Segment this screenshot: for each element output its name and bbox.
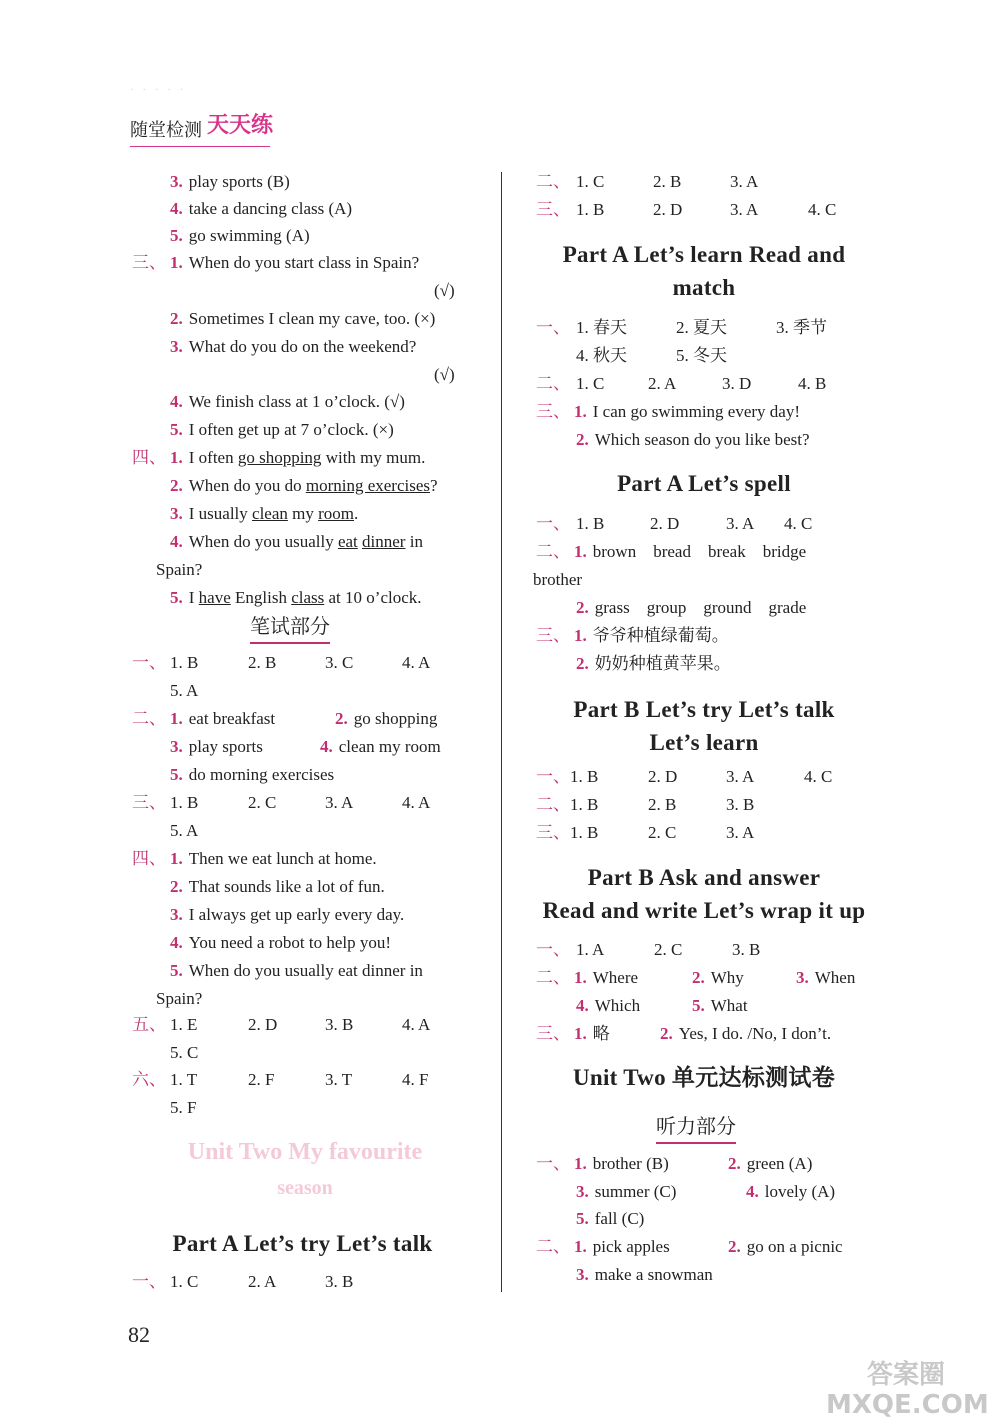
answer-line: 一、 1. brother (B)	[536, 1154, 669, 1173]
watermark: 答案圈 MXQE.COM	[826, 1360, 989, 1420]
answer-line: 一、	[536, 767, 570, 786]
section-heading: Part B Ask and answer	[587, 865, 821, 890]
answer-line: 5. I have English class at 10 o’clock.	[170, 588, 422, 607]
answer-line: 4. take a dancing class (A)	[170, 199, 353, 218]
section-heading: Part A Let’s learn Read and	[562, 242, 846, 267]
answer-item: 4. 秋天	[576, 346, 627, 365]
section-title-listening: 听力部分	[656, 1114, 736, 1144]
section-heading: Unit Two 单元达标测试卷	[572, 1065, 836, 1090]
answer-item: 1. A	[576, 940, 605, 959]
answer-item: 4. lovely (A)	[746, 1182, 836, 1201]
answer-item: 3. A	[325, 793, 354, 812]
answer-item: 3. A	[726, 767, 755, 786]
answer-item: 4. F	[402, 1070, 429, 1089]
answer-item: 3. A	[730, 200, 759, 219]
answer-item: 5. 冬天	[676, 346, 727, 365]
answer-item: 2. C	[648, 823, 677, 842]
answer-line: 一、	[132, 1272, 166, 1291]
answer-line: 5. When do you usually eat dinner in	[170, 961, 423, 980]
answer-line: 三、	[536, 200, 570, 219]
answer-line: 五、	[132, 1015, 166, 1034]
answer-line: 三、	[132, 793, 166, 812]
answer-item: 1. T	[170, 1070, 198, 1089]
answer-line: 5. I often get up at 7 o’clock. (×)	[170, 420, 394, 439]
answer-line: 2. Sometimes I clean my cave, too. (×)	[170, 309, 436, 328]
answer-line: 三、 1. When do you start class in Spain?	[132, 253, 420, 272]
answer-line: 四、 1. I often go shopping with my mum.	[132, 448, 426, 467]
answer-item: 2. F	[248, 1070, 275, 1089]
answer-item: 2. B	[248, 653, 277, 672]
answer-item: 3. D	[722, 374, 752, 393]
answer-line: 4. We finish class at 1 o’clock. (√)	[170, 392, 405, 411]
answer-item: 3. B	[325, 1272, 354, 1291]
section-heading: Part A Let’s spell	[617, 471, 791, 496]
header-rule	[130, 146, 270, 147]
answer-item: 1. B	[570, 823, 599, 842]
answer-item: 1. B	[576, 200, 605, 219]
answer-item: 5. What	[692, 996, 748, 1015]
answer-item: 3. B	[732, 940, 761, 959]
answer-line: 六、	[132, 1070, 166, 1089]
answer-item: 4. C	[804, 767, 833, 786]
answer-item: 5. A	[170, 681, 199, 700]
answer-item: 2. C	[654, 940, 683, 959]
answer-line: 一、	[536, 940, 570, 959]
answer-line: 三、 1. 爷爷种植绿葡萄。	[536, 626, 729, 645]
answer-item: 5. do morning exercises	[170, 765, 335, 784]
answer-line: brother	[533, 570, 583, 589]
answer-line: 3. What do you do on the weekend?	[170, 337, 417, 356]
answer-line: 2. That sounds like a lot of fun.	[170, 877, 385, 896]
answer-item: 2. D	[248, 1015, 278, 1034]
section-heading: Part B Let’s try Let’s talk	[573, 697, 835, 722]
answer-item: 2. Yes, I do. /No, I don’t.	[660, 1024, 832, 1043]
answer-item: 4. C	[784, 514, 813, 533]
section-title-written: 笔试部分	[250, 614, 330, 644]
answer-line: 三、 1. I can go swimming every day!	[536, 402, 800, 421]
answer-item: 4. clean my room	[320, 737, 441, 756]
answer-item: 5. F	[170, 1098, 197, 1117]
page-number: 82	[128, 1322, 150, 1347]
answer-line: Spain?	[156, 989, 203, 1008]
answer-line: 二、	[536, 172, 570, 191]
answer-item: 3. summer (C)	[576, 1182, 677, 1201]
answer-line: 2. Which season do you like best?	[576, 430, 810, 449]
answer-line: 一、	[536, 514, 570, 533]
answer-item: 2. go on a picnic	[728, 1237, 843, 1256]
answer-item: 2. Why	[692, 968, 744, 987]
answer-line: 4. When do you usually eat dinner in	[170, 532, 423, 551]
answer-item: 1. C	[576, 374, 605, 393]
answer-line: 四、 1. Then we eat lunch at home.	[132, 849, 377, 868]
answer-item: 3. A	[730, 172, 759, 191]
answer-item: 3. play sports	[170, 737, 263, 756]
answer-line: 二、 1. brown bread break bridge	[536, 542, 807, 561]
unit-title: Unit Two My favourite	[187, 1139, 423, 1165]
answer-line: 二、 1. eat breakfast	[132, 709, 276, 728]
answer-item: 1. B	[170, 793, 199, 812]
answer-item: 4. A	[402, 653, 431, 672]
answer-item: 4. Which	[576, 996, 641, 1015]
answer-item: 2. A	[248, 1272, 277, 1291]
answer-item: 2. C	[248, 793, 277, 812]
answer-item: 1. B	[170, 653, 199, 672]
book-title: 随堂检测	[130, 120, 202, 141]
answer-mark: (√)	[434, 281, 455, 300]
answer-line: 3. I usually clean my room.	[170, 504, 359, 523]
answer-line: 2. When do you do morning exercises?	[170, 476, 438, 495]
answer-item: 3. make a snowman	[576, 1265, 713, 1284]
answer-line: 二、	[536, 374, 570, 393]
answer-line: 二、 1. pick apples	[536, 1237, 670, 1256]
answer-item: 3. A	[726, 823, 755, 842]
answer-item: 3. T	[325, 1070, 353, 1089]
answer-item: 1. E	[170, 1015, 198, 1034]
answer-line: 二、	[536, 795, 570, 814]
answer-item: 5. A	[170, 821, 199, 840]
answer-item: 2. B	[648, 795, 677, 814]
answer-item: 1. C	[170, 1272, 199, 1291]
answer-line: 三、 1. 略	[536, 1024, 610, 1043]
answer-item: 4. A	[402, 793, 431, 812]
book-logo: 天天练	[207, 113, 274, 138]
answer-item: 2. B	[653, 172, 682, 191]
answer-line: 2. 奶奶种植黄苹果。	[576, 654, 731, 673]
answer-line: 3. I always get up early every day.	[170, 905, 405, 924]
answer-item: 1. 春天	[576, 318, 627, 337]
answer-item: 4. A	[402, 1015, 431, 1034]
answer-item: 2. D	[653, 200, 683, 219]
column-divider	[501, 172, 502, 1292]
section-heading: Part A Let’s try Let’s talk	[172, 1231, 433, 1256]
answer-item: 2. A	[648, 374, 677, 393]
answer-line: 三、	[536, 823, 570, 842]
answer-item: 3. B	[726, 795, 755, 814]
answer-line: 二、 1. Where	[536, 968, 639, 987]
answer-line: 3. play sports (B)	[170, 172, 290, 191]
answer-item: 4. B	[798, 374, 827, 393]
answer-item: 1. C	[576, 172, 605, 191]
answer-line: Spain?	[156, 560, 203, 579]
answer-item: 1. B	[576, 514, 605, 533]
answer-item: 3. B	[325, 1015, 354, 1034]
answer-item: 2. D	[650, 514, 680, 533]
section-heading: Read and write Let’s wrap it up	[542, 898, 866, 923]
answer-item: 3. When	[796, 968, 856, 987]
answer-item: 2. green (A)	[728, 1154, 813, 1173]
answer-item: 3. A	[726, 514, 755, 533]
answer-mark: (√)	[434, 365, 455, 384]
answer-line: 一、	[536, 318, 570, 337]
unit-title: season	[277, 1177, 333, 1199]
section-heading: Let’s learn	[649, 730, 759, 755]
header-decoration: · · · · ·	[130, 84, 187, 96]
answer-item: 3. 季节	[776, 318, 827, 337]
answer-item: 1. B	[570, 767, 599, 786]
section-heading: match	[672, 275, 736, 300]
answer-line: 5. go swimming (A)	[170, 226, 310, 245]
answer-line: 2. grass group ground grade	[576, 598, 807, 617]
answer-item: 2. 夏天	[676, 318, 727, 337]
answer-item: 5. C	[170, 1043, 199, 1062]
answer-line: 一、	[132, 653, 166, 672]
answer-item: 2. D	[648, 767, 678, 786]
answer-item: 2. go shopping	[335, 709, 438, 728]
answer-line: 4. You need a robot to help you!	[170, 933, 391, 952]
answer-item: 3. C	[325, 653, 354, 672]
answer-item: 5. fall (C)	[576, 1209, 645, 1228]
answer-item: 1. B	[570, 795, 599, 814]
answer-item: 4. C	[808, 200, 837, 219]
